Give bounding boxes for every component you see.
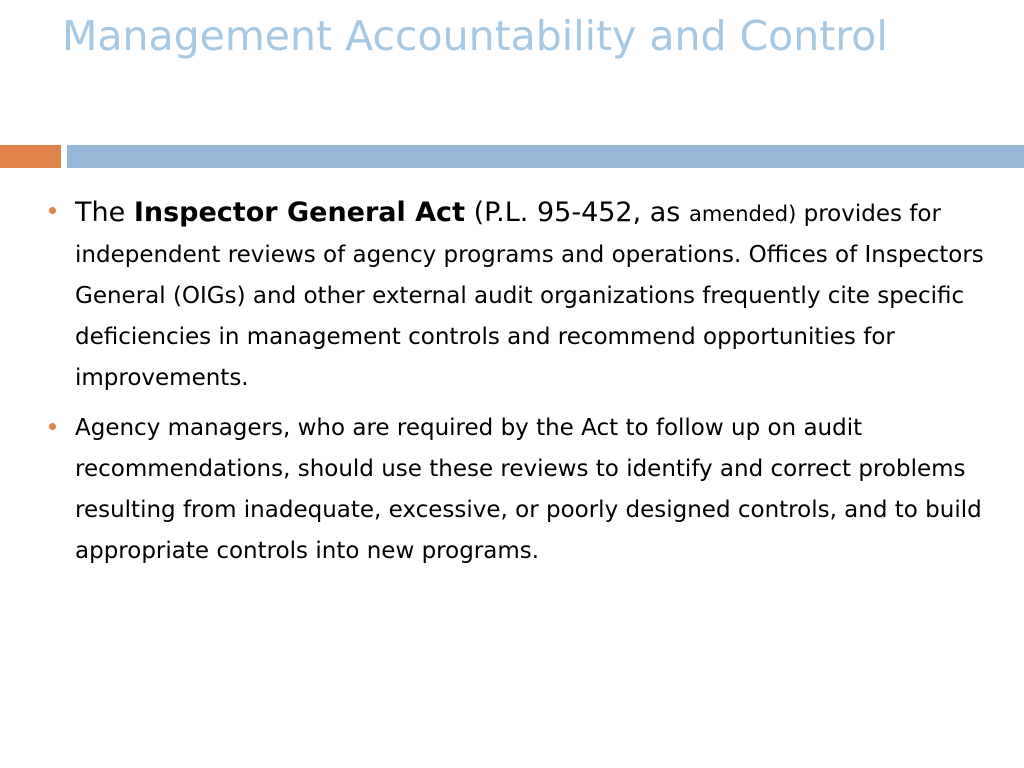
lead-emphasis [134, 197, 465, 228]
lead-the: The [75, 197, 134, 228]
bullet-list [75, 192, 990, 581]
header-rule-bar [67, 145, 1024, 168]
lead-citation: (P.L. 95-452, as [464, 197, 689, 228]
act-name: Inspector General Act [133, 197, 465, 228]
bullet-text: provides for independent reviews of agency programs and operations. Offices of Inspectors General (OIGs) and other external audit organizations frequently cite specific deficiencies in management controls and recommend opportunities for improvements. [75, 201, 984, 391]
bullet-item-agency-managers [75, 408, 990, 572]
slide-title: Management Accountability and Control [62, 12, 888, 60]
bullet-dot-icon [49, 207, 56, 214]
bullet-text: Agency managers, who are required by the Act to follow up on audit recommendations, should use these reviews to identify and correct problems resulting from inadequate, excessive, or poorly designed controls, and to build appropriate controls into new programs. [75, 415, 982, 564]
header-rule-accent [0, 145, 61, 168]
bullet-item-inspector-general-act [75, 192, 990, 399]
bullet-dot-icon [49, 423, 56, 430]
lead-amended: amended) [688, 202, 797, 226]
